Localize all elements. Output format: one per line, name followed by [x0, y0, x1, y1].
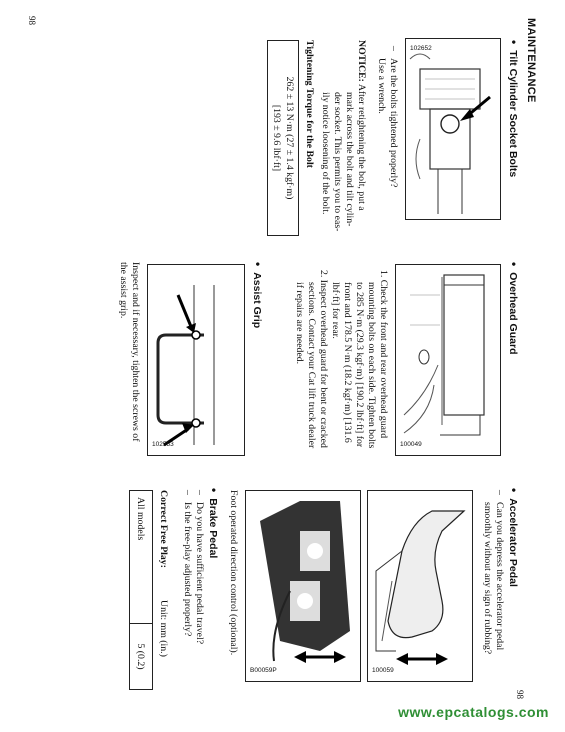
figure-id-grip: 102553: [152, 441, 174, 448]
table-row: [130, 491, 153, 690]
accelerator-figure: [367, 490, 473, 682]
figure-id-brake: B00059P: [250, 667, 277, 674]
guard-steps: 1. Check the front and rear overhead guard mounting bolts on each side. Tighten bolts to 285 N·m (29.3 kgf·m) [190.2 lbf·ft] for front and 178.5 N·m (18.2 kgf·m) [131.6 lbf·ft] for rear. 2. Inspect overhead guard for bent or cracked sections. Contact your Cat lift truck dealer if repairs are needed.: [294, 270, 389, 449]
page-number-left: 98: [27, 16, 37, 25]
grip-text: Inspect and if necessary, tighten the screws of the assist grip.: [118, 262, 141, 442]
tilt-question: –Are the bolts tightened properly? Use a wrench.: [376, 46, 399, 188]
section-title-accel: •Accelerator Pedal: [507, 488, 521, 587]
tilt-notice: NOTICE: After retightening the bolt, put a mark across the bolt and tilt cylin- der socket. This permits you to eas- ily notice loosening of the bolt.: [320, 40, 367, 232]
overhead-guard-figure: [395, 264, 501, 456]
section-title-guard: •Overhead Guard: [507, 262, 521, 355]
freeplay-unit: Unit: mm (in.): [158, 600, 169, 657]
accel-question: –Can you depress the accelerator pedal smoothly without any sign of rubbing?: [482, 490, 505, 655]
brake-questions: –Do you have sufficient pedal travel? –Is the free-play adjusted properly?: [182, 490, 205, 645]
watermark: www.epcatalogs.com: [398, 704, 549, 720]
assist-grip-figure: [147, 264, 245, 456]
section-title-grip: •Assist Grip: [251, 262, 265, 329]
page-title: MAINTENANCE: [525, 18, 537, 103]
freeplay-table: [129, 490, 153, 690]
brake-pedal-figure: [245, 490, 361, 682]
torque-label: Tightening Torque for the Bolt: [304, 40, 315, 168]
table-cell-model: All models: [130, 491, 153, 624]
freeplay-label: Correct Free Play:: [158, 490, 169, 568]
figure-id-accel: 100059: [372, 667, 394, 674]
brake-caption: Foot operated direction control (optional).: [228, 490, 239, 656]
section-title-tilt: •Tilt Cylinder Socket Bolts: [507, 40, 521, 178]
page-number-right: 98: [515, 690, 525, 699]
section-title-brake: •Brake Pedal: [207, 488, 221, 559]
figure-id-tilt: 102652: [410, 45, 432, 52]
torque-box: 262 ± 13 N·m (27 ± 1.4 kgf·m) [193 ± 9.6 lbf·ft]: [267, 40, 299, 236]
tilt-cylinder-figure: [405, 38, 501, 220]
figure-id-guard: 100049: [400, 441, 422, 448]
table-cell-value: 5 (0.2): [130, 624, 153, 690]
